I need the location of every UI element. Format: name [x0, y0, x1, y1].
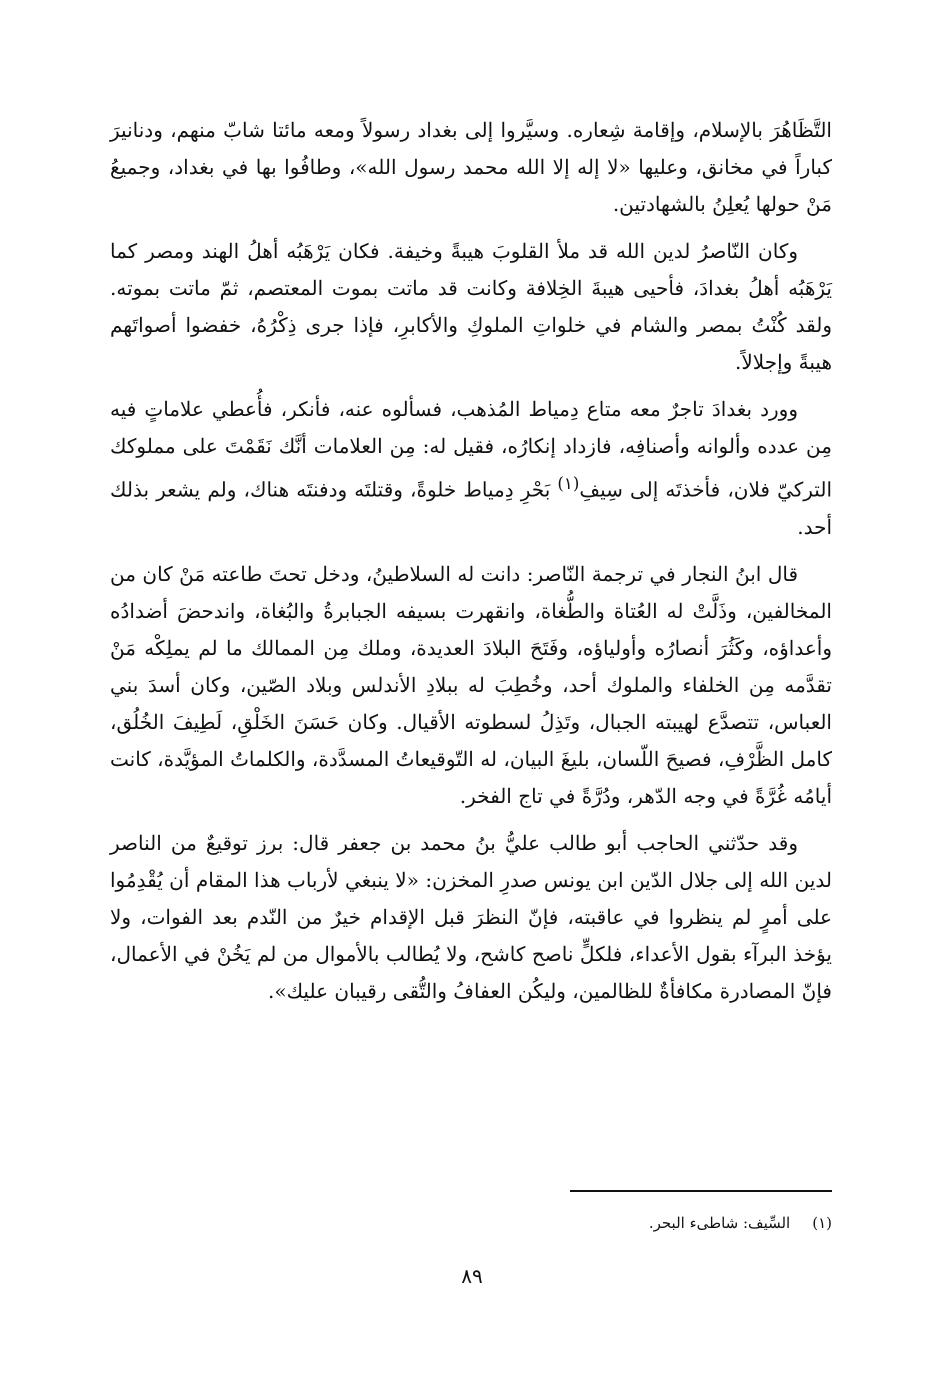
footnote-number: (١)	[812, 1214, 832, 1232]
footnote-reference: (١)	[557, 474, 580, 493]
footnote	[232, 1212, 832, 1234]
main-text	[110, 112, 832, 1020]
paragraph-1: التَّظَاهُرَ بالإسلام، وإقامة شِعاره. وسيَّروا إلى بغداد رسولاً ومعه مائتا شابّ منهم، ودنانيرَ كباراً في مخانق، وعليها «لا إله إلا الله محمد رسول الله»، وطافُوا بها في بغداد، وجميعُ مَنْ حولها يُعلِنُ بالشهادتين.	[110, 118, 832, 216]
footnote-text: السِّيف: شاطىء البحر.	[648, 1214, 791, 1232]
paragraph-3	[110, 391, 832, 546]
page-number: ٨٩	[461, 1264, 483, 1288]
footnote-divider	[570, 1190, 832, 1192]
paragraph-5: وقد حدّثني الحاجب أبو طالب عليُّ بنُ محمد بن جعفر قال: برز توقيعٌ من الناصر لدين الله إلى جلال الدّين ابن يونس صدرِ المخزن: «لا ينبغي لأرباب هذا المقام أن يُقْدِمُوا على أمرٍ لم ينظروا في عاقبته، فإنّ النظرَ قبل الإقدام خيرٌ من النّدم بعد الفوات، ولا يؤخذ البرآء بقول الأعداء، فلكلٍّ ناصح كاشح، ولا يُطالب بالأموال من لم يَخُنْ في الأعمال، فإنّ المصادرة مكافأةٌ للظالمين، وليكُن العفافُ والتُّقى رقيبان عليك».	[110, 830, 832, 1003]
paragraph-2: وكان النّاصرُ لدين الله قد ملأ القلوبَ هيبةً وخيفة. فكان يَرْهَبُه أهلُ الهند ومصر كما يَرْهَبُه أهلُ بغدادَ، فأحيى هيبةَ الخِلافة وكانت قد ماتت بموت المعتصم، ثمّ ماتت بموته. ولقد كُنْتُ بمصر والشام في خلواتِ الملوكِ والأكابرِ، فإذا جرى ذِكْرُهُ، خفضوا أصواتَهم هيبةً وإجلالاً.	[110, 239, 832, 374]
paragraph-3-tail: بَحْرِ دِمياط خلوةً، وقتلتَه ودفنتَه هناك، ولم يشعر بذلك أحد.	[110, 477, 832, 539]
paragraph-3-text: وورد بغدادَ تاجرٌ معه متاع دِمياط المُذهب، فسألوه عنه، فأنكر، فأُعطي علاماتٍ فيه مِن عدده وألوانه وأصنافِه، فازداد إنكارُه، فقيل له: مِن العلامات أنَّك نَقَمْتَ على مملوكك التركيّ فلان، فأخذتَه إلى سِيفِ	[110, 397, 832, 502]
paragraph-4: قال ابنُ النجار في ترجمة النّاصر: دانت له السلاطينُ، ودخل تحتَ طاعته مَنْ كان من المخالفين، وذَلَّتْ له العُتاة والطُّغاة، وانقهرت بسيفه الجبابرةُ والبُغاة، واندحضَ أضدادُه وأعداؤه، وكَثُرَ أنصارُه وأولياؤه، وفَتَحَ البلادَ العديدة، وملك مِن الممالك ما لم يملِكْه مَنْ تقدَّمه مِن الخلفاء والملوك أحد، وخُطِبَ له ببلادِ الأندلس وبلاد الصّين، وكان أسدَ بني العباس، تتصدَّع لهيبته الجبال، وتَذِلُ لسطوته الأقيال. وكان حَسَنَ الخَلْقِ، لَطِيفَ الخُلُق، كامل الظَّرْفِ، فصيحَ اللّسان، بليغَ البيان، له التّوقيعاتُ المسدَّدة، والكلماتُ المؤيَّدة، كانت أيامُه غُرَّةً في وجه الدّهر، ودُرَّةً في تاج الفخر.	[110, 561, 832, 808]
